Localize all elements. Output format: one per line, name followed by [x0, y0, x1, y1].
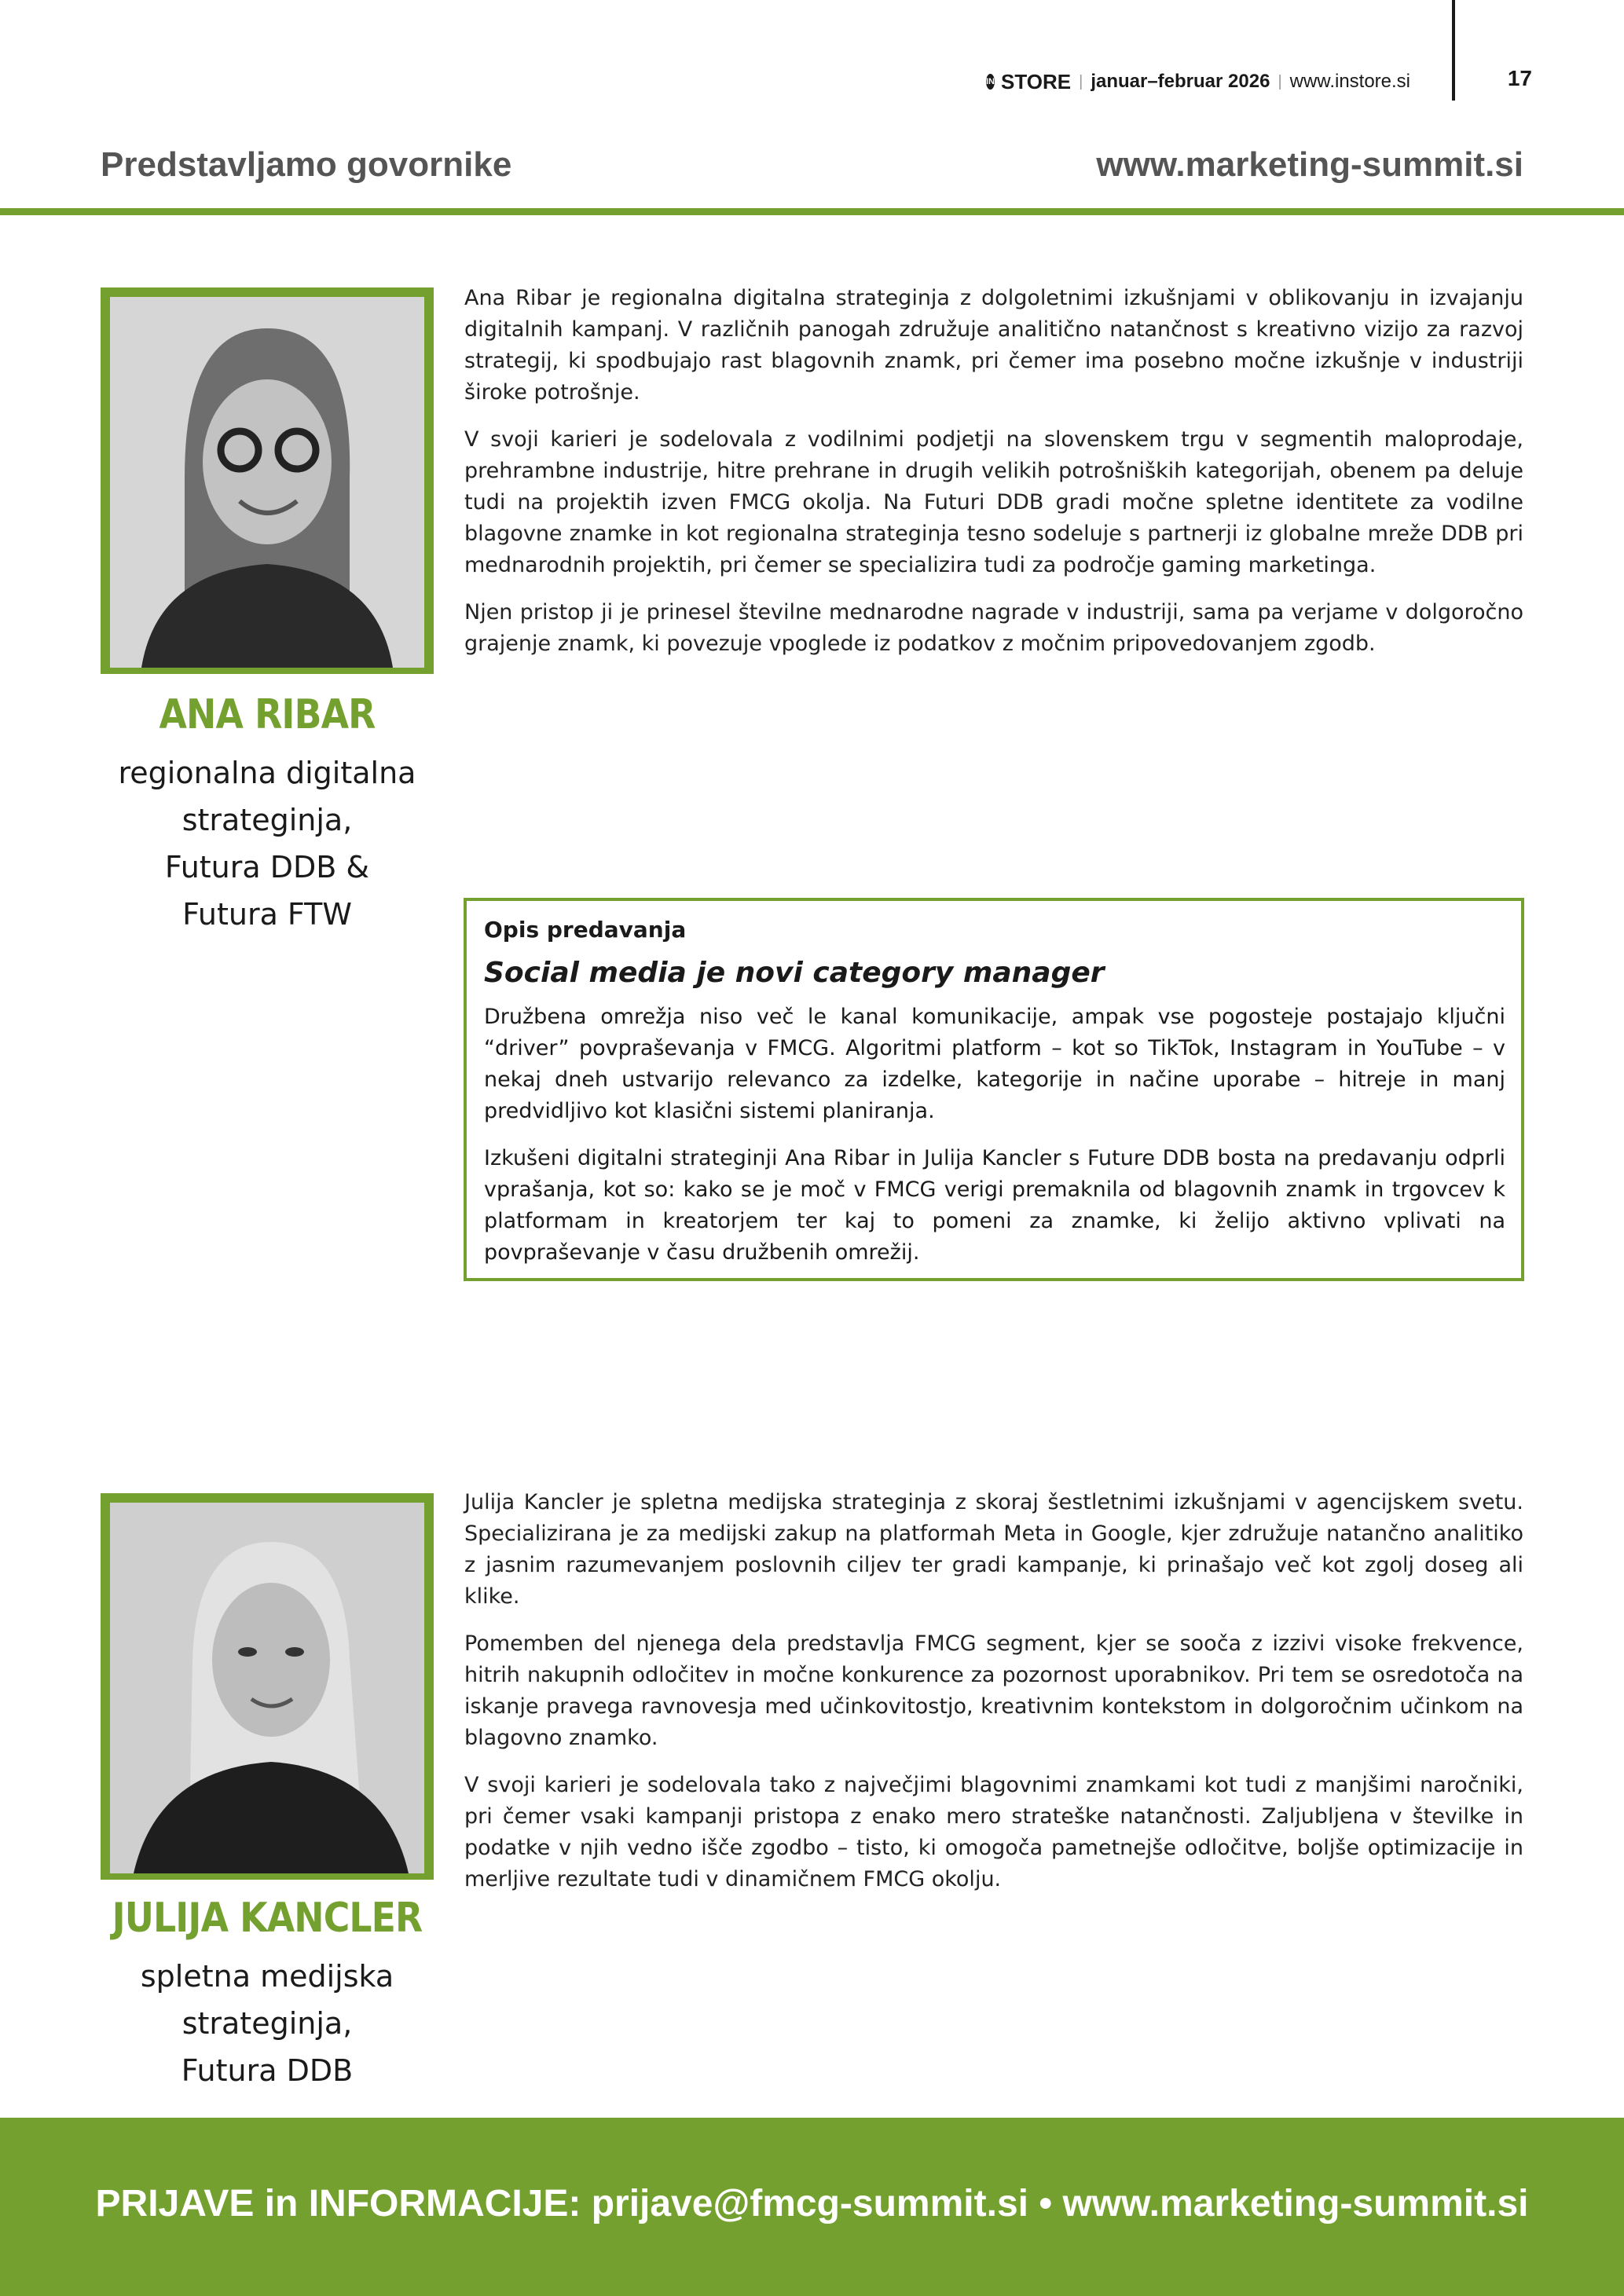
- speaker-role-line: regionalna digitalna: [118, 756, 416, 790]
- lecture-description: [484, 1002, 1505, 1269]
- bio-paragraph: Ana Ribar je regionalna digitalna strateginja z dolgoletnimi izkušnjami v oblikovanju in izvajanju digitalnih kampanj. V različnih panogah združuje analitično natančnost s kreativno vizijo za razvoj strategij, ki spodbujajo rast blagovnih znamk, pri čemer ima posebno močne izkušnje v industriji široke potrošnje.: [464, 286, 1523, 405]
- lecture-label: Opis predavanja: [484, 917, 687, 943]
- speaker-role-line: Futura DDB &: [164, 850, 370, 884]
- portrait-silhouette-icon: [110, 297, 424, 668]
- speaker-photo-julija-kancler: [101, 1493, 434, 1880]
- masthead-divider: [1452, 0, 1455, 101]
- speaker-photo-ana-ribar: [101, 287, 434, 674]
- masthead-separator: |: [1079, 72, 1083, 90]
- speaker-role-line: spletna medijska: [140, 1959, 394, 1994]
- footer-banner: [0, 2118, 1624, 2296]
- masthead-issue: januar–februar 2026: [1091, 71, 1270, 92]
- section-url[interactable]: www.marketing-summit.si: [1096, 145, 1523, 184]
- footer-contact[interactable]: PRIJAVE in INFORMACIJE: prijave@fmcg-summit.si • www.marketing-summit.si: [95, 2183, 1529, 2225]
- speaker-bio: [464, 283, 1523, 676]
- bio-paragraph: Julija Kancler je spletna medijska strateginja z skoraj šestletnimi izkušnjami v agencijskem svetu. Specializirana je za medijski zakup na platformah Meta in Google, kjer združuje natančno analitiko z jasnim razumevanjem poslovnih ciljev ter gradi kampanje, ki prinašajo več kot zgolj doseg ali klike.: [464, 1490, 1523, 1609]
- portrait-image: [110, 297, 424, 668]
- speaker-role-line: strateginja,: [181, 2006, 353, 2041]
- speaker-bio: [464, 1487, 1523, 1911]
- speaker-name: JULIJA KANCLER: [112, 1895, 423, 1942]
- lecture-paragraph: Izkušeni digitalni strateginji Ana Ribar in Julija Kancler s Future DDB bosta na predavanju odprli vprašanja, kot so: kako se je moč v FMCG verigi premaknila od blagovnih znamk in trgovcev k platformam in kreatorjem ter kaj to pomeni za znamke, ki želijo aktivno vplivati na povpraševanje v času družbenih omrežij.: [484, 1146, 1505, 1265]
- portrait-silhouette-icon: [110, 1503, 424, 1873]
- lecture-paragraph: Družbena omrežja niso več le kanal komunikacije, ampak vse pogosteje postajajo ključni “driver” povpraševanja v FMCG. Algoritmi platform – kot so TikTok, Instagram in YouTube – v nekaj dneh ustvarijo relevanco za izdelke, kategorije in načine uporabe – hitreje in manj predvidljivo kot klasični sistemi planiranja.: [484, 1005, 1505, 1123]
- speaker-role: [79, 749, 456, 938]
- bio-paragraph: V svoji karieri je sodelovala tako z največjimi blagovnimi znamkami kot tudi z manjšimi naročniki, pri čemer vsaki kampanji pristopa z enako mero strateške natančnosti. Zaljubljena v številke in podatke v njih vedno išče zgodbo – tisto, ki omogoča pametnejše odločitve, boljše optimizacije in merljive rezultate tudi v dinamičnem FMCG okolju.: [464, 1773, 1523, 1891]
- bio-paragraph: Njen pristop ji je prinesel številne mednarodne nagrade v industriji, sama pa verjame v dolgoročno grajenje znamk, ki povezuje vpoglede iz podatkov z močnim pripovedovanjem zgodb.: [464, 600, 1523, 656]
- lecture-title: Social media je novi category manager: [484, 957, 1105, 989]
- instore-logo-icon: IN: [986, 74, 995, 90]
- masthead-brand: STORE: [1001, 69, 1072, 93]
- masthead: [986, 66, 1410, 97]
- lecture-box: [464, 898, 1524, 1281]
- speaker-role-line: Futura FTW: [182, 897, 352, 932]
- portrait-image: [110, 1503, 424, 1873]
- bio-paragraph: Pomemben del njenega dela predstavlja FMCG segment, kjer se sooča z izzivi visoke frekvence, hitrih nakupnih odločitev in močne konkurence za pozornost uporabnikov. Pri tem se osredotoča na iskanje pravega ravnovesja med učinkovitostjo, kreativnim kontekstom in dolgoročnim učinkom na blagovno znamko.: [464, 1631, 1523, 1750]
- speaker-role: [79, 1953, 456, 2094]
- speaker-role-line: Futura DDB: [181, 2053, 354, 2088]
- masthead-separator: |: [1278, 72, 1282, 90]
- speaker-role-line: strateginja,: [181, 803, 353, 837]
- bio-paragraph: V svoji karieri je sodelovala z vodilnimi podjetji na slovenskem trgu v segmentih maloprodaje, prehrambne industrije, hitre prehrane in drugih velikih potrošniških kategorijah, obenem pa deluje tudi na projektih izven FMCG okolja. Na Futuri DDB gradi močne spletne identitete za vodilne blagovne znamke in kot regionalna strateginja tesno sodeluje s partnerji iz globalne mreže DDB pri mednarodnih projektih, pri čemer se specializira tudi za področje gaming marketinga.: [464, 427, 1523, 577]
- page-number: 17: [1507, 66, 1532, 90]
- masthead-website[interactable]: www.instore.si: [1289, 71, 1411, 92]
- header-divider: [0, 208, 1624, 215]
- section-title: Predstavljamo govornike: [101, 145, 512, 184]
- speaker-name: ANA RIBAR: [159, 691, 376, 738]
